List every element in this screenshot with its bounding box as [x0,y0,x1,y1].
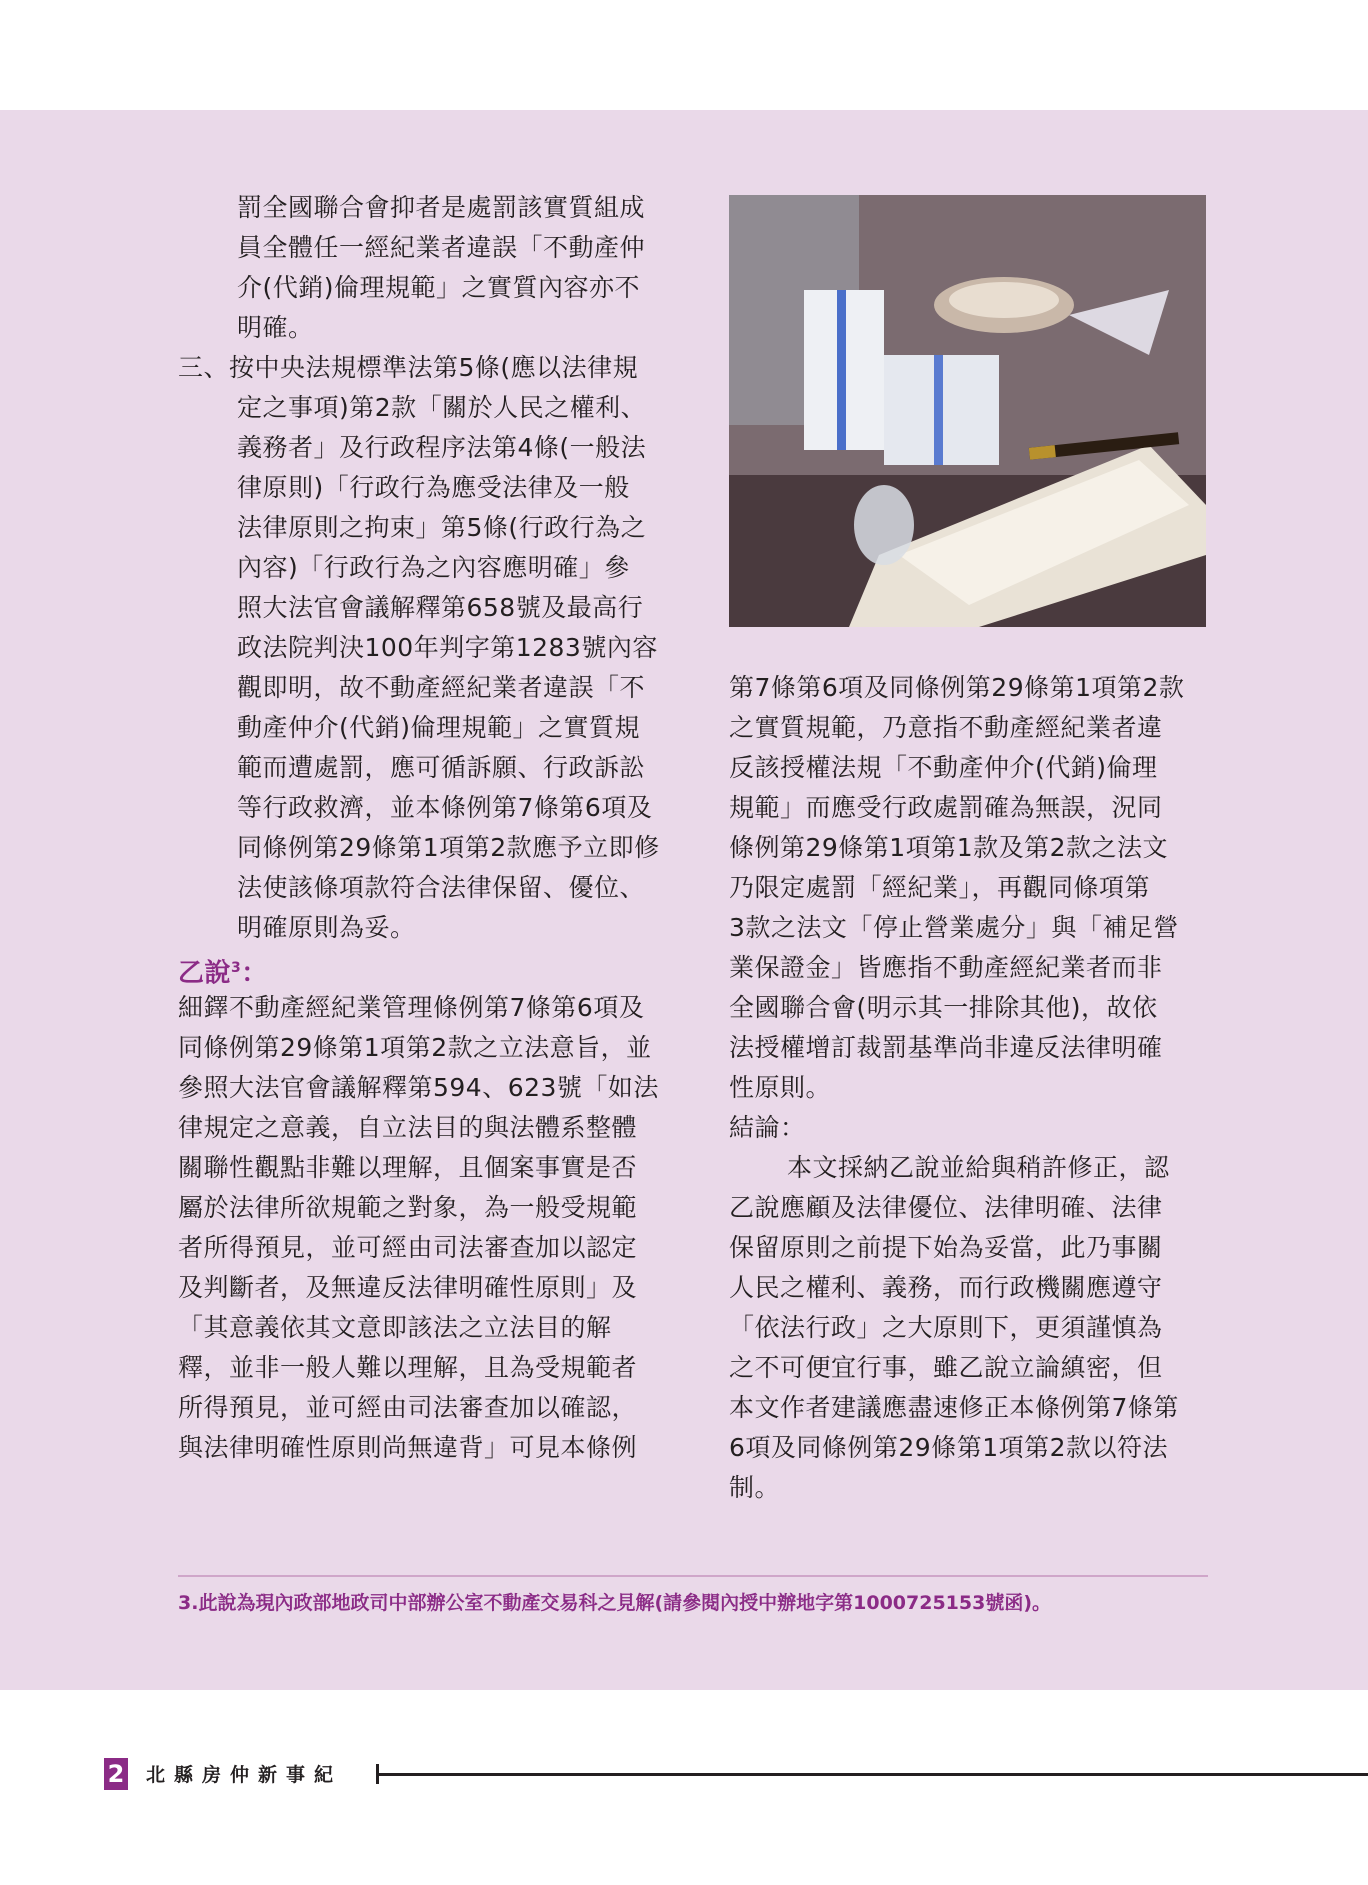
text-line: 者所得預見，並可經由司法審查加以認定 [178,1233,638,1262]
text-line: 義務者」及行政程序法第4條(一般法 [237,433,647,462]
text-line: 6項及同條例第29條第1項第2款以符法 [729,1433,1169,1462]
still-life-photo [729,195,1206,627]
text-line: 員全體任一經紀業者違誤「不動產仲 [237,233,646,262]
item-3-paragraph [178,388,678,948]
right-column [729,668,1209,1508]
conclusion-heading: 結論： [729,1113,806,1142]
text-line: 內容)「行政行為之內容應明確」參 [237,553,630,582]
text-line: 定之事項)第2款「關於人民之權利、 [237,393,647,422]
text-line: 釋，並非一般人難以理解，且為受規範者 [178,1353,638,1382]
text-line: 律規定之意義，自立法目的與法體系整體 [178,1113,638,1142]
page-number: 2 [104,1758,128,1790]
text-line: 本文作者建議應盡速修正本條例第7條第 [729,1393,1179,1422]
text-line: 條例第29條第1項第1款及第2款之法文 [729,833,1169,862]
footnote-divider [178,1575,1208,1577]
text-line: 規範」而應受行政處罰確為無誤，況同 [729,793,1163,822]
text-line: 第7條第6項及同條例第29條第1項第2款 [729,673,1185,702]
photo-illustration [729,195,1206,627]
item-3-first-line: 三、按中央法規標準法第5條(應以法律規 [178,353,639,382]
text-line: 反該授權法規「不動產仲介(代銷)倫理 [729,753,1158,782]
text-line: 政法院判決100年判字第1283號內容 [237,633,658,662]
intro-paragraph [178,188,678,348]
text-line: 範而遭處罰，應可循訴願、行政訴訟 [237,753,646,782]
text-line: 動產仲介(代銷)倫理規範」之實質規 [237,713,641,742]
text-line: 乙說應顧及法律優位、法律明確、法律 [729,1193,1163,1222]
text-line: 「依法行政」之大原則下，更須謹慎為 [729,1313,1163,1342]
yi-shuo-paragraph [178,988,678,1468]
conclusion-paragraph [729,1148,1209,1508]
text-line: 介(代銷)倫理規範」之實質內容亦不 [237,273,641,302]
text-line: 本文採納乙說並給與稍許修正，認 [787,1153,1170,1182]
text-line: 人民之權利、義務，而行政機關應遵守 [729,1273,1163,1302]
footnote-marker: 3 [231,960,242,976]
continuation-paragraph [729,668,1209,1108]
text-line: 罰全國聯合會抑者是處罰該實質組成 [237,193,646,222]
footer-rule [378,1773,1368,1776]
text-line: 保留原則之前提下始為妥當，此乃事關 [729,1233,1163,1262]
text-line: 與法律明確性原則尚無違背」可見本條例 [178,1433,638,1462]
text-line: 細鐸不動產經紀業管理條例第7條第6項及 [178,993,645,1022]
text-line: 所得預見，並可經由司法審查加以確認， [178,1393,638,1422]
heading-yi-shuo [178,948,678,988]
text-line: 法律原則之拘束」第5條(行政行為之 [237,513,647,542]
text-line: 明確。 [237,313,314,342]
text-line: 之實質規範，乃意指不動產經紀業者違 [729,713,1163,742]
text-line: 乃限定處罰「經紀業」，再觀同條項第 [729,873,1151,902]
text-line: 律原則)「行政行為應受法律及一般 [237,473,630,502]
heading-yi-shuo-label: 乙說 [178,958,232,989]
left-column [178,188,678,1468]
magazine-title: 北縣房仲新事紀 [146,1764,343,1786]
text-line: 法授權增訂裁罰基準尚非違反法律明確 [729,1033,1163,1062]
text-line: 3款之法文「停止營業處分」與「補足營 [729,913,1179,942]
text-line: 之不可便宜行事，雖乙說立論縝密，但 [729,1353,1163,1382]
text-line: 及判斷者，及無違反法律明確性原則」及 [178,1273,638,1302]
text-line: 法使該條項款符合法律保留、優位、 [237,873,646,902]
text-line: 全國聯合會(明示其一排除其他)，故依 [729,993,1158,1022]
text-line: 明確原則為妥。 [237,913,416,942]
text-line: 屬於法律所欲規範之對象，為一般受規範 [178,1193,638,1222]
text-line: 制。 [729,1473,781,1502]
text-line: 關聯性觀點非難以理解，且個案事實是否 [178,1153,638,1182]
text-line: 性原則。 [729,1073,832,1102]
heading-colon: ： [241,958,268,989]
text-line: 業保證金」皆應指不動產經紀業者而非 [729,953,1163,982]
footnote-3: 3.此說為現內政部地政司中部辦公室不動產交易科之見解(請參閱內授中辦地字第1000725153號函)。 [178,1592,1052,1614]
text-line: 同條例第29條第1項第2款應予立即修 [237,833,660,862]
text-line: 「其意義依其文意即該法之立法目的解 [178,1313,612,1342]
text-line: 照大法官會議解釋第658號及最高行 [237,593,644,622]
text-line: 參照大法官會議解釋第594、623號「如法 [178,1073,659,1102]
text-line: 同條例第29條第1項第2款之立法意旨，並 [178,1033,652,1062]
text-line: 等行政救濟，並本條例第7條第6項及 [237,793,653,822]
text-line: 觀即明，故不動產經紀業者違誤「不 [237,673,646,702]
